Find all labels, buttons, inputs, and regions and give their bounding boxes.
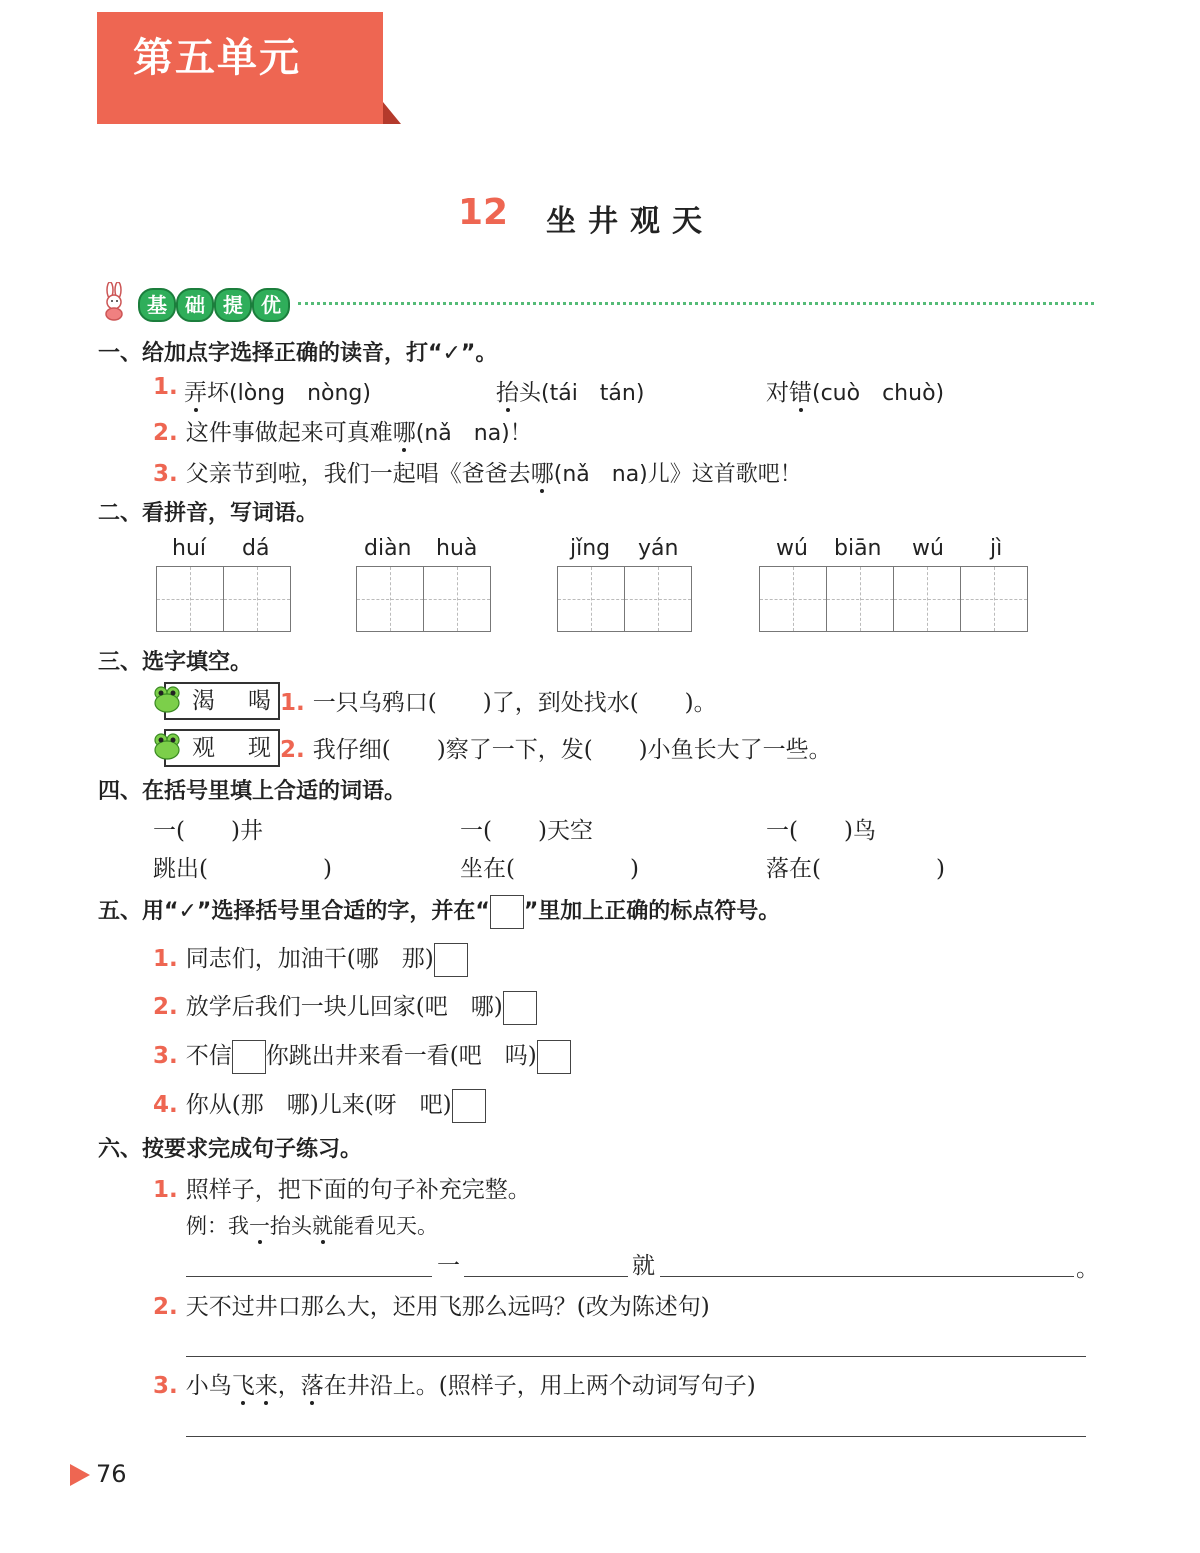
q6-item-1-fill-yi: 一 [437, 1253, 460, 1279]
bunny-icon [98, 282, 134, 322]
q6-item-1: 1. 照样子，把下面的句子补充完整。 [153, 1177, 531, 1203]
q2-word-4-pinyin-4: jì [990, 536, 1003, 561]
page-marker-icon [70, 1464, 90, 1486]
q4-row1-item-2: 一( )天空 [460, 818, 593, 844]
q4-row1-item-3: 一( )鸟 [766, 818, 876, 844]
section-divider [298, 302, 1094, 305]
q3-item-1: 1. 一只乌鸦口( )了，到处找水( )。 [280, 690, 717, 716]
q2-word-3-pinyin-1: jǐng [570, 536, 611, 561]
q5-item-3: 3. 不信 你跳出井来看一看(吧 吗) [153, 1037, 571, 1074]
q4-row2-item-1: 跳出( ) [153, 856, 332, 882]
q3-item-1-choice-2: 喝 [248, 688, 271, 714]
q2-word-4-pinyin-3: wú [912, 536, 944, 561]
lesson-title: 坐井观天 [546, 204, 714, 239]
q1-item-1-part-2: 抬头(tái tán) [496, 380, 645, 406]
q5-item-2: 2. 放学后我们一块儿回家(吧 哪) [153, 988, 537, 1025]
q6-item-1-fill-jiu: 就 [632, 1253, 655, 1279]
q2-word-2-pinyin-2: huà [436, 536, 478, 561]
q3-heading: 三、选字填空。 [98, 650, 253, 675]
q4-row2-item-3: 落在( ) [766, 856, 945, 882]
q2-word-3-pinyin-2: yán [638, 536, 679, 561]
q1-item-1-part-1: 弄坏(lòng nòng) [184, 380, 371, 406]
q2-word-2-pinyin-1: diàn [364, 536, 412, 561]
q1-item-1-num: 1. [153, 374, 178, 400]
section-char-3: 提 [214, 288, 252, 322]
section-char-4: 优 [252, 288, 290, 322]
q5-item-3-box-1[interactable] [232, 1040, 266, 1074]
q2-word-2-grid[interactable] [356, 566, 491, 632]
q5-item-1: 1. 同志们，加油干(哪 那) [153, 940, 468, 977]
q5-item-1-box[interactable] [434, 943, 468, 977]
q2-heading: 二、看拼音，写词语。 [98, 501, 319, 526]
q2-word-1-pinyin-2: dá [242, 536, 270, 561]
q2-word-1-grid[interactable] [156, 566, 291, 632]
unit-title: 第五单元 [133, 35, 301, 81]
q4-row2-item-2: 坐在( ) [460, 856, 639, 882]
page-number: 76 [96, 1460, 127, 1488]
section-char-2: 础 [176, 288, 214, 322]
unit-banner [97, 12, 383, 124]
q1-heading: 一、给加点字选择正确的读音，打“✓”。 [98, 341, 498, 366]
frog-icon [152, 732, 182, 762]
q5-item-4-box[interactable] [452, 1089, 486, 1123]
q1-item-1-part-3: 对错(cuò chuò) [766, 380, 945, 406]
q2-word-4-pinyin-1: wú [776, 536, 808, 561]
section-char-1: 基 [138, 288, 176, 322]
q3-item-2-choice-2: 现 [248, 735, 271, 761]
q1-item-2: 2. 这件事做起来可真难哪(nǎ na)！ [153, 420, 532, 446]
q5-item-3-box-2[interactable] [537, 1040, 571, 1074]
q3-item-2-choice-1: 观 [192, 735, 215, 761]
q6-item-2-answer-line[interactable] [186, 1356, 1086, 1357]
q4-heading: 四、在括号里填上合适的词语。 [98, 779, 407, 804]
q5-heading-box [490, 895, 524, 929]
q6-item-3: 3. 小鸟飞来，落在井沿上。(照样子，用上两个动词写句子) [153, 1373, 756, 1399]
frog-icon [152, 685, 182, 715]
q6-item-1-blank-2[interactable] [464, 1276, 628, 1277]
section-header [98, 282, 1094, 322]
q2-word-4-grid[interactable] [759, 566, 1028, 632]
q6-item-3-answer-line[interactable] [186, 1436, 1086, 1437]
q6-item-1-blank-3[interactable] [660, 1276, 1074, 1277]
q5-item-4: 4. 你从(那 哪)儿来(呀 吧) [153, 1086, 486, 1123]
q6-item-1-fill-end: 。 [1076, 1256, 1099, 1282]
q1-item-1 [153, 374, 186, 400]
q6-item-1-example: 例：我一抬头就能看见天。 [186, 1214, 438, 1238]
lesson-number: 12 [458, 192, 509, 233]
q6-item-2: 2. 天不过井口那么大，还用飞那么远吗？(改为陈述句) [153, 1294, 710, 1320]
q3-item-2: 2. 我仔细( )察了一下，发( )小鱼长大了一些。 [280, 737, 832, 763]
q6-item-1-blank-1[interactable] [186, 1276, 432, 1277]
q2-word-4-pinyin-2: biān [834, 536, 882, 561]
q3-item-1-choice-1: 渴 [192, 688, 215, 714]
q6-heading: 六、按要求完成句子练习。 [98, 1137, 363, 1162]
banner-fold [383, 102, 401, 124]
q1-item-3: 3. 父亲节到啦，我们一起唱《爸爸去哪(nǎ na)儿》这首歌吧！ [153, 461, 802, 487]
q3-item-1-choices [164, 682, 280, 720]
q2-word-1-pinyin-1: huí [172, 536, 206, 561]
q5-item-2-box[interactable] [503, 991, 537, 1025]
q5-heading: 五、用“✓”选择括号里合适的字，并在“ ”里加上正确的标点符号。 [98, 894, 780, 929]
q3-item-2-choices [164, 729, 280, 767]
q4-row1-item-1: 一( )井 [153, 818, 263, 844]
q2-word-3-grid[interactable] [557, 566, 692, 632]
